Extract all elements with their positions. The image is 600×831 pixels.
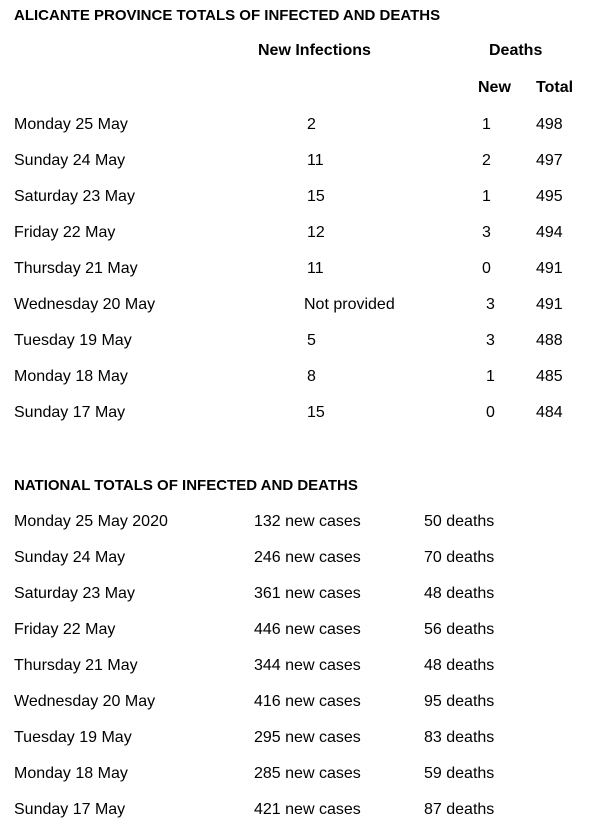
header-new-infections: New Infections — [258, 42, 371, 59]
row-new-deaths: 1 — [486, 368, 495, 385]
province-row — [0, 260, 600, 280]
row-date: Monday 25 May — [14, 116, 128, 133]
national-row — [0, 657, 600, 677]
national-title: NATIONAL TOTALS OF INFECTED AND DEATHS — [14, 477, 358, 494]
row-new-deaths: 0 — [482, 260, 491, 277]
row-total-deaths: 491 — [536, 260, 563, 277]
row-infections: Not provided — [304, 296, 395, 313]
row-cases: 295 new cases — [254, 729, 361, 746]
row-date: Sunday 24 May — [14, 549, 126, 566]
province-row — [0, 224, 600, 244]
row-cases: 421 new cases — [254, 801, 361, 818]
row-total-deaths: 498 — [536, 116, 563, 133]
row-deaths: 56 deaths — [424, 621, 495, 638]
row-date: Thursday 21 May — [14, 657, 138, 674]
row-date: Monday 18 May — [14, 765, 128, 782]
row-deaths: 70 deaths — [424, 549, 495, 566]
row-new-deaths: 2 — [482, 152, 491, 169]
row-total-deaths: 497 — [536, 152, 563, 169]
row-new-deaths: 1 — [482, 116, 491, 133]
row-deaths: 48 deaths — [424, 657, 495, 674]
row-date: Tuesday 19 May — [14, 332, 132, 349]
row-total-deaths: 494 — [536, 224, 563, 241]
province-row — [0, 188, 600, 208]
row-infections: 15 — [307, 404, 325, 421]
row-new-deaths: 3 — [486, 296, 495, 313]
row-cases: 416 new cases — [254, 693, 361, 710]
province-row — [0, 296, 600, 316]
row-deaths: 59 deaths — [424, 765, 495, 782]
row-infections: 12 — [307, 224, 325, 241]
row-date: Saturday 23 May — [14, 188, 135, 205]
row-cases: 132 new cases — [254, 513, 361, 530]
row-infections: 2 — [307, 116, 316, 133]
row-date: Saturday 23 May — [14, 585, 135, 602]
header-deaths: Deaths — [489, 42, 543, 59]
row-new-deaths: 3 — [486, 332, 495, 349]
province-row — [0, 404, 600, 424]
province-row — [0, 116, 600, 136]
row-new-deaths: 3 — [482, 224, 491, 241]
row-date: Monday 25 May 2020 — [14, 513, 168, 530]
row-date: Sunday 24 May — [14, 152, 126, 169]
province-row — [0, 152, 600, 172]
row-total-deaths: 495 — [536, 188, 563, 205]
row-total-deaths: 488 — [536, 332, 563, 349]
row-date: Monday 18 May — [14, 368, 128, 385]
row-date: Tuesday 19 May — [14, 729, 132, 746]
national-row — [0, 621, 600, 641]
header-total: Total — [536, 79, 574, 96]
row-date: Friday 22 May — [14, 621, 116, 638]
row-date: Friday 22 May — [14, 224, 116, 241]
row-total-deaths: 485 — [536, 368, 563, 385]
row-total-deaths: 484 — [536, 404, 563, 421]
national-row — [0, 693, 600, 713]
row-new-deaths: 0 — [486, 404, 495, 421]
national-row — [0, 765, 600, 785]
national-row — [0, 549, 600, 569]
row-cases: 344 new cases — [254, 657, 361, 674]
national-row — [0, 729, 600, 749]
row-total-deaths: 491 — [536, 296, 563, 313]
row-deaths: 48 deaths — [424, 585, 495, 602]
national-row — [0, 513, 600, 533]
row-infections: 5 — [307, 332, 316, 349]
row-infections: 11 — [307, 152, 324, 169]
row-cases: 285 new cases — [254, 765, 361, 782]
row-date: Sunday 17 May — [14, 404, 126, 421]
row-date: Wednesday 20 May — [14, 296, 156, 313]
row-new-deaths: 1 — [482, 188, 491, 205]
row-deaths: 95 deaths — [424, 693, 495, 710]
header-new: New — [478, 79, 511, 96]
row-cases: 446 new cases — [254, 621, 361, 638]
row-cases: 361 new cases — [254, 585, 361, 602]
row-cases: 246 new cases — [254, 549, 361, 566]
province-row — [0, 332, 600, 352]
province-title: ALICANTE PROVINCE TOTALS OF INFECTED AND DEATHS — [14, 7, 441, 24]
national-row — [0, 801, 600, 821]
row-infections: 15 — [307, 188, 325, 205]
row-deaths: 87 deaths — [424, 801, 495, 818]
province-row — [0, 368, 600, 388]
national-row — [0, 585, 600, 605]
row-date: Wednesday 20 May — [14, 693, 156, 710]
row-date: Sunday 17 May — [14, 801, 126, 818]
row-deaths: 50 deaths — [424, 513, 495, 530]
row-deaths: 83 deaths — [424, 729, 495, 746]
row-infections: 8 — [307, 368, 316, 385]
row-infections: 11 — [307, 260, 324, 277]
row-date: Thursday 21 May — [14, 260, 138, 277]
